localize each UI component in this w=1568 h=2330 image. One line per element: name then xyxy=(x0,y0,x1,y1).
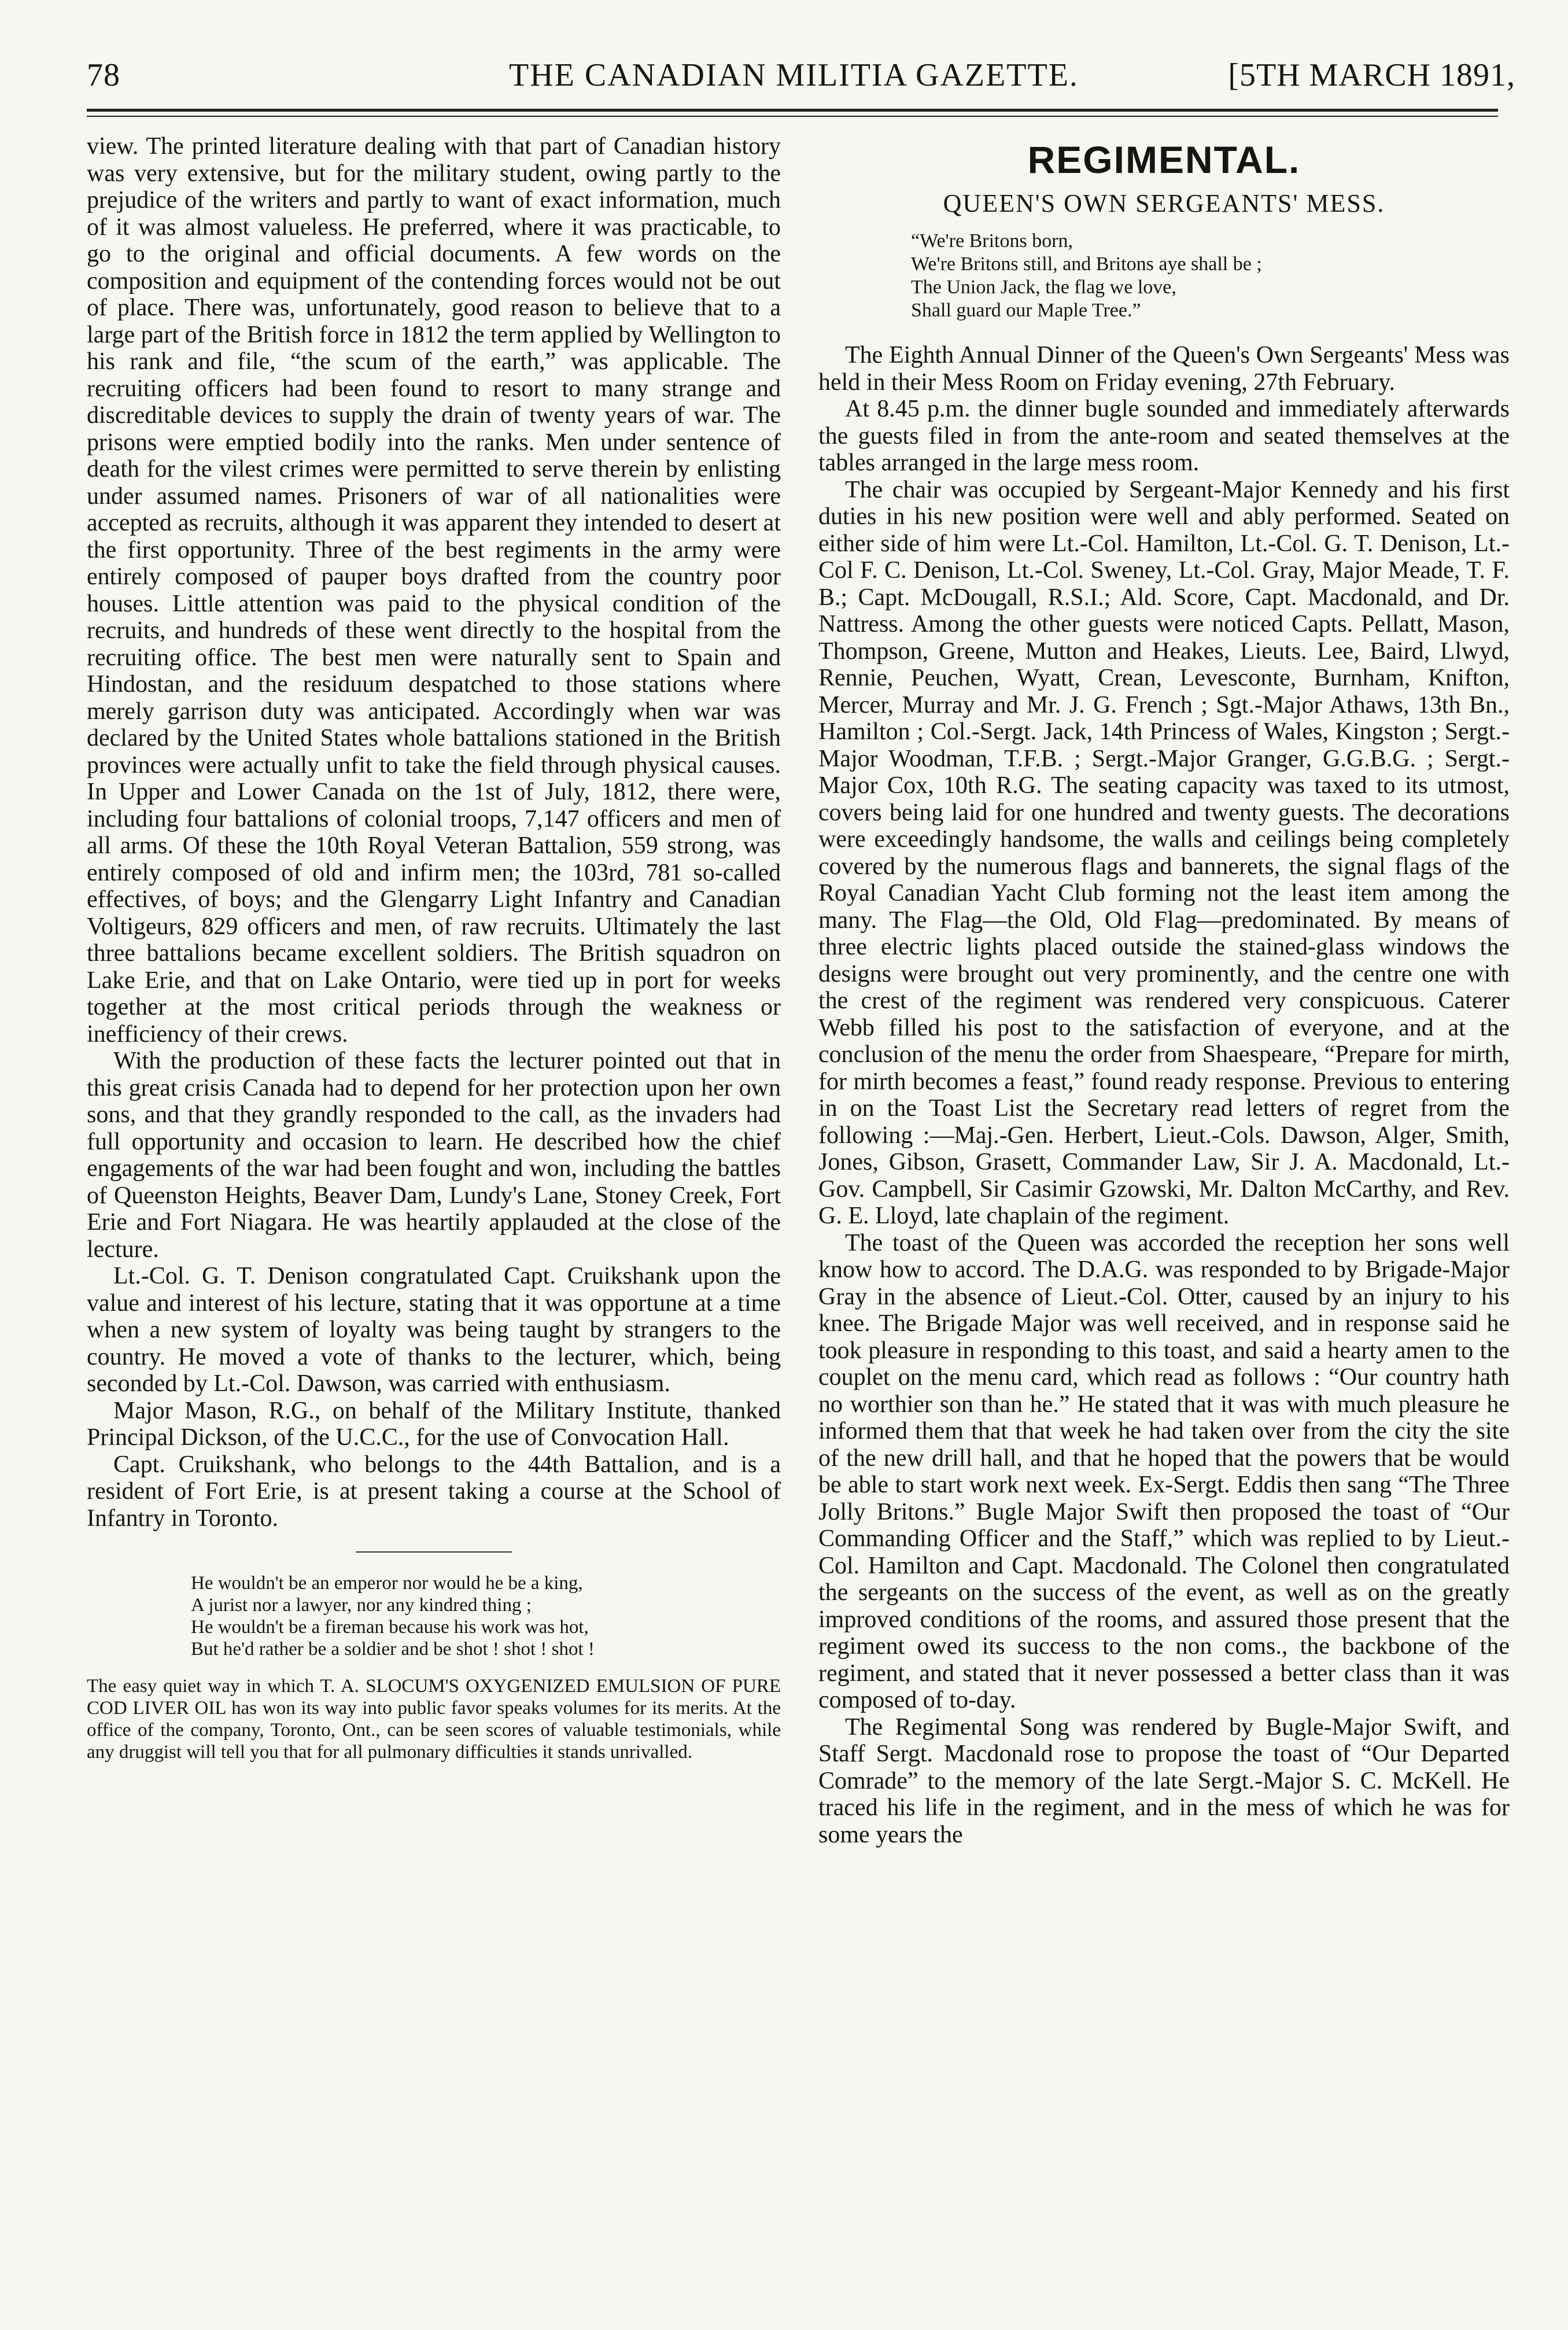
article-paragraph: view. The printed literature dealing with that part of Canadian history was very extensive, but for the military student, owing partly to the prejudice of the writers and partly to want of exact information, much of it was almost valueless. He preferred, where it was practicable, to go to the original and official documents. A few words on the composition and equipment of the contending forces would not be out of place. There was, unfortunately, good reason to believe that to a large part of the British force in 1812 the term applied by Wellington to his rank and file, “the scum of the earth,” was applicable. The recruiting officers had been found to resort to many strange and discreditable devices to supply the drain of twenty years of war. The prisons were emptied bodily into the ranks. Men under sentence of death for the vilest crimes were permitted to serve therein by enlisting under assumed names. Prisoners of war of all nationalities were accepted as recruits, although it was apparent they intended to desert at the first opportunity. Three of the best regiments in the army were entirely composed of pauper boys drafted from the country poor houses. Little attention was paid to the physical condition of the recruits, and hundreds of these went directly to the hospital from the recruiting office. The best men were naturally sent to Spain and Hindostan, and the residuum despatched to those stations where merely garrison duty was anticipated. Accordingly when war was declared by the United States whole battalions stationed in the British provinces were actually unfit to take the field through physical causes. In Upper and Lower Canada on the 1st of July, 1812, there were, including four battalions of colonial troops, 7,147 officers and men of all arms. Of these the 10th Royal Veteran Battalion, 559 strong, was entirely composed of old and infirm men; the 103rd, 781 so-called effectives, of boys; and the Glengarry Light Infantry and Canadian Voltigeurs, 829 officers and men, of raw recruits. Ultimately the last three battalions became excellent soldiers. The British squadron on Lake Erie, and that on Lake Ontario, were tied up in port for weeks together at the most critical periods through the weakness or inefficiency of their crews. xyxy=(87,133,781,1048)
header-rule-thin xyxy=(87,116,1498,117)
verse-block xyxy=(191,1572,781,1660)
issue-date: [5TH MARCH 1891, xyxy=(1228,57,1515,93)
motto-line: The Union Jack, the flag we love, xyxy=(911,276,1176,298)
verse-line: He wouldn't be an emperor nor would he be a king, xyxy=(191,1573,583,1594)
article-paragraph: Major Mason, R.G., on behalf of the Military Institute, thanked Principal Dickson, of the U.C.C., for the use of Convocation Hall. xyxy=(87,1397,781,1451)
right-column xyxy=(818,133,1510,1848)
header-rule-thick xyxy=(87,109,1498,112)
motto-line: Shall guard our Maple Tree.” xyxy=(911,300,1141,321)
advertisement-text: The easy quiet way in which T. A. SLOCUM'S OXYGENIZED EMULSION OF PURE COD LIVER OIL has won its way into public favor speaks volumes for its merits. At the office of the company, Toronto, Ont., can be seen scores of valuable testimonials, while any druggist will tell you that for all pulmonary difficulties it stands unrivalled. xyxy=(87,1676,781,1763)
motto-line: We're Britons still, and Britons aye shall be ; xyxy=(911,253,1262,275)
motto-line: “We're Britons born, xyxy=(911,230,1073,252)
article-paragraph: With the production of these facts the lecturer pointed out that in this great crisis Canada had to depend for her protection upon her own sons, and that they grandly responded to the call, as the invaders had full opportunity and occasion to learn. He described how the chief engagements of the war had been fought and won, including the battles of Queenston Heights, Beaver Dam, Lundy's Lane, Stoney Creek, Fort Erie and Fort Niagara. He was heartily applauded at the close of the lecture. xyxy=(87,1048,781,1263)
newspaper-title: THE CANADIAN MILITIA GAZETTE. xyxy=(509,57,1079,93)
verse-line: But he'd rather be a soldier and be shot ! shot ! shot ! xyxy=(191,1639,595,1660)
motto-verse xyxy=(911,230,1510,322)
article-paragraph: The chair was occupied by Sergeant-Major Kennedy and his first duties in his new position were well and ably performed. Seated on either side of him were Lt.-Col. Hamilton, Lt.-Col. G. T. Denison, Lt.-Col F. C. Denison, Lt.-Col. Sweney, Lt.-Col. Gray, Major Meade, T. F. B.; Capt. McDougall, R.S.I.; Ald. Score, Capt. Macdonald, and Dr. Nattress. Among the other guests were noticed Capts. Pellatt, Mason, Thompson, Greene, Mutton and Heakes, Lieuts. Lee, Baird, Llwyd, Rennie, Peuchen, Wyatt, Crean, Levesconte, Burnham, Knifton, Mercer, Murray and Mr. J. G. French ; Sgt.-Major Athaws, 13th Bn., Hamilton ; Col.-Sergt. Jack, 14th Princess of Wales, Kingston ; Sergt.-Major Woodman, T.F.B. ; Sergt.-Major Granger, G.G.B.G. ; Sergt.-Major Cox, 10th R.G. The seating capacity was taxed to its utmost, covers being laid for one hundred and twenty guests. The decorations were exceedingly handsome, the walls and ceilings being completely covered by the numerous flags and bannerets, the signal flags of the Royal Canadian Yacht Club forming not the least item among the many. The Flag—the Old, Old Flag—predominated. By means of three electric lights placed outside the stained-glass windows the designs were brought out very prominently, and the centre one with the crest of the regiment was rendered very conspicuous. Caterer Webb filled his post to the satisfaction of everyone, and at the conclusion of the menu the order from Shaespeare, “Prepare for mirth, for mirth becomes a feast,” found ready response. Previous to entering in on the Toast List the Secretary read letters of regret from the following :—Maj.-Gen. Herbert, Lieut.-Cols. Dawson, Alger, Smith, Jones, Gibson, Grasett, Commander Law, Sir J. A. Macdonald, Lt.-Gov. Campbell, Sir Casimir Gzowski, Mr. Dalton McCarthy, and Rev. G. E. Lloyd, late chaplain of the regiment. xyxy=(818,476,1510,1229)
article-paragraph: The toast of the Queen was accorded the reception her sons well know how to accord. The D.A.G. was responded to by Brigade-Major Gray in the absence of Lieut.-Col. Otter, caused by an injury to his knee. The Brigade Major was well received, and in response said he took pleasure in responding to this toast, and said a hearty amen to the couplet on the menu card, which read as follows : “Our country hath no worthier son than he.” He stated that it was with much pleasure he informed them that that week he had taken over from the city the site of the new drill hall, and that he hoped that the powers that be would be able to start work next week. Ex-Sergt. Eddis then sang “The Three Jolly Britons.” Bugle Major Swift then proposed the toast of “Our Commanding Officer and the Staff,” which was replied to by Lieut.-Col. Hamilton and Capt. Macdonald. The Colonel then congratulated the sergeants on the success of the event, as well as on the greatly improved conditions of the rooms, and assured those present that the regiment owed its success to the non coms., the backbone of the regiment, and stated that it never possessed a better class than it was composed of to-day. xyxy=(818,1229,1510,1713)
section-divider xyxy=(356,1551,512,1553)
left-column xyxy=(87,133,781,1763)
article-subheading: QUEEN'S OWN SERGEANTS' MESS. xyxy=(943,189,1385,217)
article-paragraph: At 8.45 p.m. the dinner bugle sounded and immediately afterwards the guests filed in from the ante-room and seated themselves at the tables arranged in the large mess room. xyxy=(818,396,1510,476)
article-paragraph: The Eighth Annual Dinner of the Queen's Own Sergeants' Mess was held in their Mess Room on Friday evening, 27th February. xyxy=(818,342,1510,396)
page-header xyxy=(87,51,1515,103)
article-paragraph: The Regimental Song was rendered by Bugle-Major Swift, and Staff Sergt. Macdonald rose to propose the toast of “Our Departed Comrade” to the memory of the late Sergt.-Major S. C. McKell. He traced his life in the regiment, and in the mess of which he was for some years the xyxy=(818,1713,1510,1848)
article-paragraph: Lt.-Col. G. T. Denison congratulated Capt. Cruikshank upon the value and interest of his lecture, stating that it was opportune at a time when a new system of loyalty was being taught by strangers to the country. He moved a vote of thanks to the lecturer, which, being seconded by Lt.-Col. Dawson, was carried with enthusiasm. xyxy=(87,1263,781,1397)
verse-line: He wouldn't be a fireman because his work was hot, xyxy=(191,1617,589,1638)
verse-line: A jurist nor a lawyer, nor any kindred thing ; xyxy=(191,1595,532,1616)
page-number: 78 xyxy=(87,57,120,93)
section-heading: REGIMENTAL. xyxy=(1027,138,1301,181)
article-paragraph: Capt. Cruikshank, who belongs to the 44th Battalion, and is a resident of Fort Erie, is at present taking a course at the School of Infantry in Toronto. xyxy=(87,1451,781,1532)
advertisement xyxy=(87,1675,781,1763)
